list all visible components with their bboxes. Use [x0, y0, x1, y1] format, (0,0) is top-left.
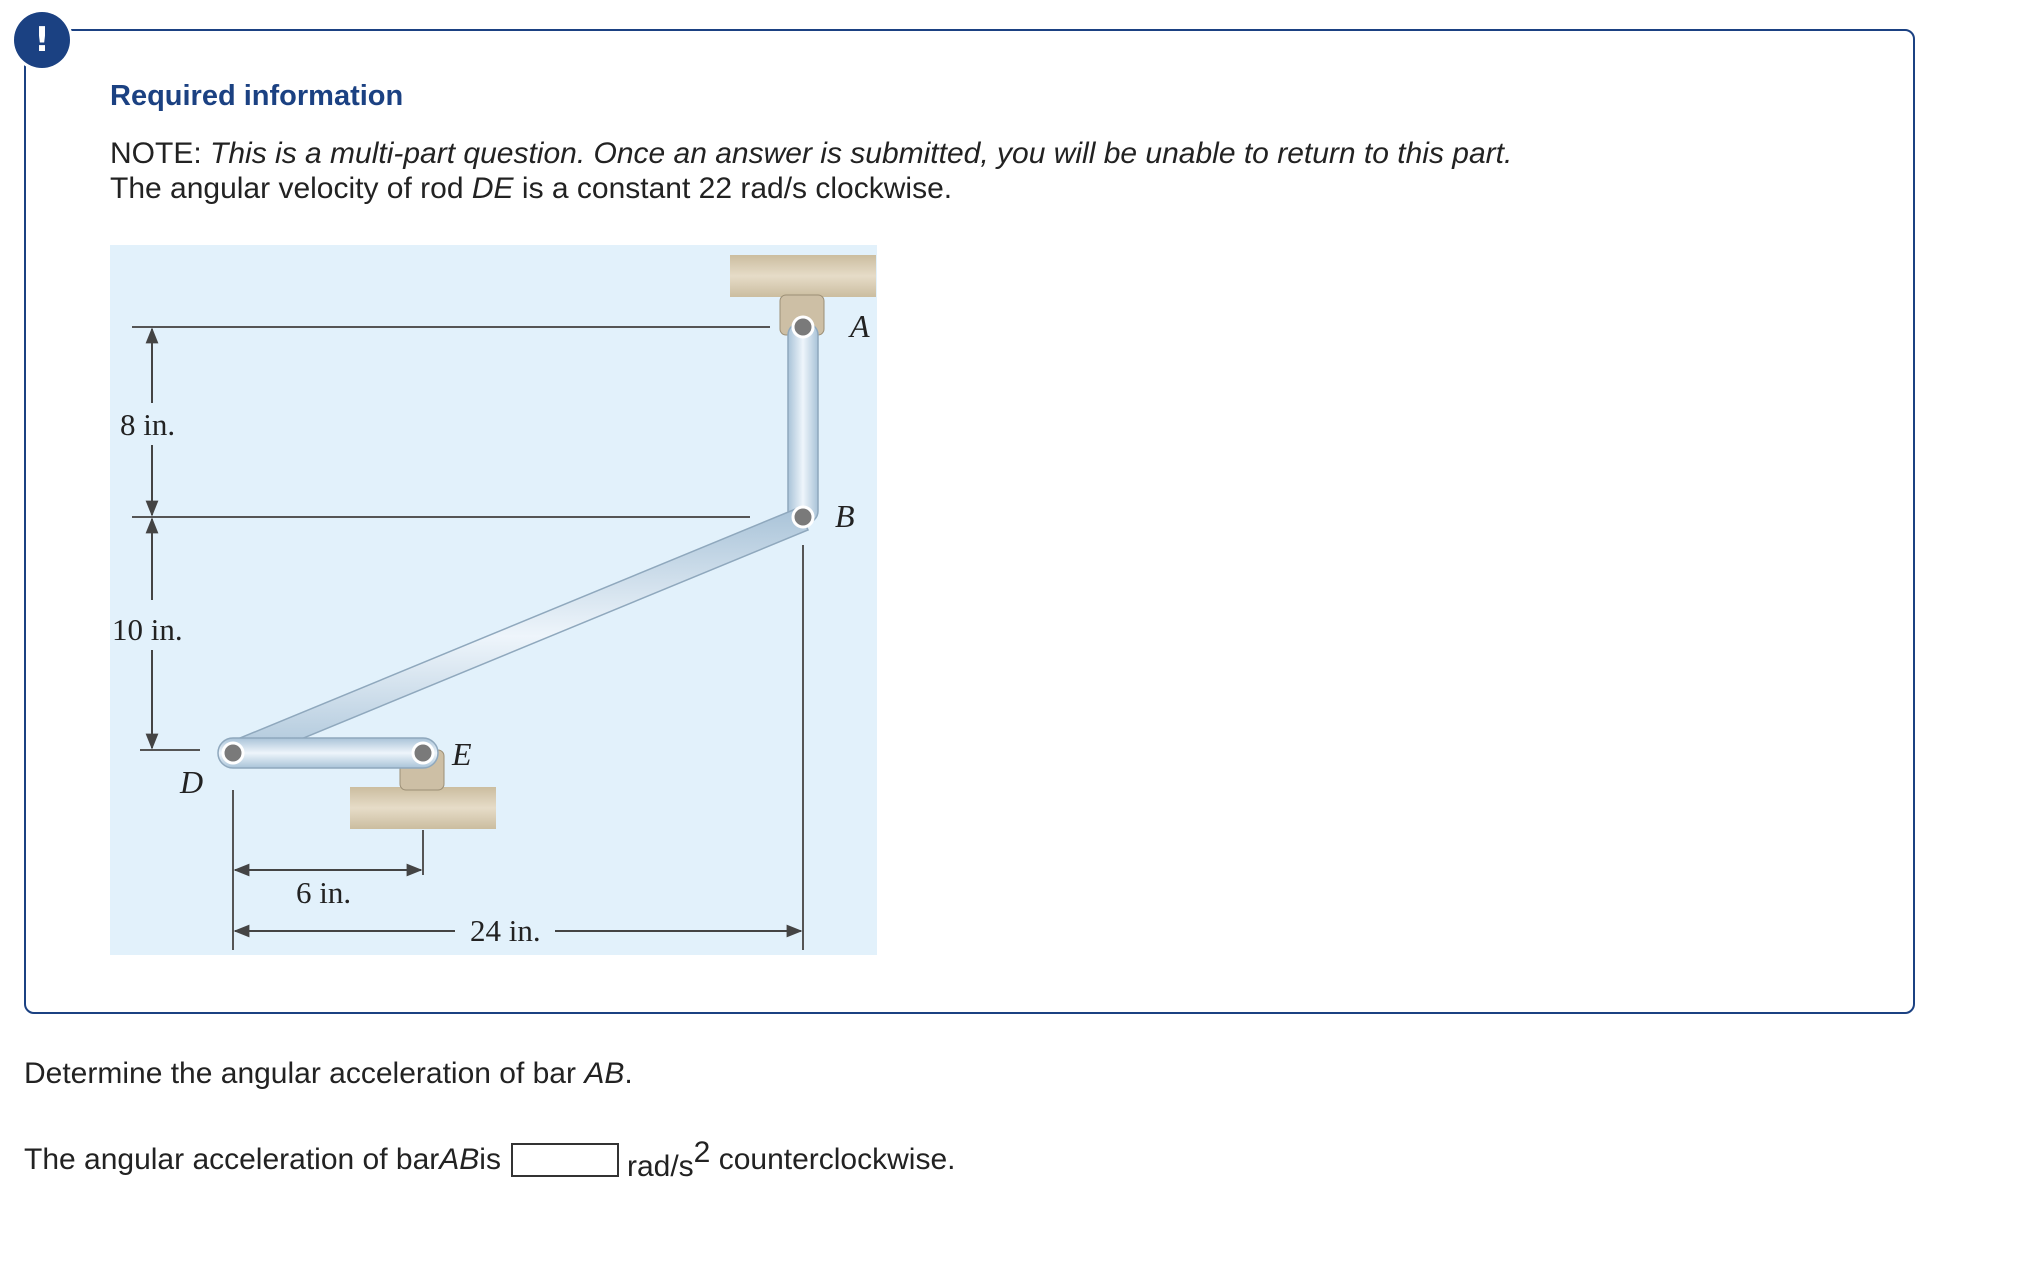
answer-row — [24, 1136, 955, 1184]
note-text: This is a multi-part question. Once an answer is submitted, you will be unable to return to this part. — [210, 137, 1513, 170]
ground-support-top — [730, 255, 876, 297]
multipart-note — [110, 137, 1512, 171]
pin-B — [793, 507, 813, 527]
dim-10-label: 10 in. — [112, 612, 183, 647]
question-text: Determine the angular acceleration of bar AB. — [24, 1057, 633, 1090]
label-E: E — [452, 736, 472, 772]
bar-name: AB — [584, 1057, 625, 1090]
figure-background — [110, 245, 877, 955]
mechanism-figure — [110, 245, 877, 955]
unit-label: rad/s2 — [626, 1136, 711, 1183]
label-B: B — [835, 498, 855, 534]
ground-support-bottom — [350, 787, 496, 829]
pin-E — [413, 743, 433, 763]
note-prefix: NOTE: — [110, 137, 211, 170]
given-statement: The angular velocity of rod DE is a constant 22 rad/s clockwise. — [110, 172, 953, 205]
pin-D — [223, 743, 243, 763]
direction-label: counterclockwise. — [710, 1143, 956, 1176]
unit-exponent: 2 — [693, 1136, 711, 1169]
alert-icon: ! — [14, 12, 70, 68]
rod-DE — [218, 738, 438, 768]
dim-6-label: 6 in. — [296, 875, 352, 910]
rod-AB — [788, 323, 818, 523]
required-info-title: Required information — [110, 80, 404, 112]
label-D: D — [180, 764, 204, 800]
dim-24-label: 24 in. — [470, 913, 541, 948]
label-A: A — [850, 308, 870, 344]
rod-name: DE — [471, 172, 514, 205]
answer-prompt: The angular acceleration of bar — [24, 1143, 440, 1176]
answer-bar-name: AB — [439, 1143, 480, 1176]
pin-A — [793, 317, 813, 337]
dim-8-label: 8 in. — [120, 407, 176, 442]
answer-is: is — [479, 1143, 501, 1176]
angular-acceleration-input[interactable] — [511, 1143, 619, 1177]
